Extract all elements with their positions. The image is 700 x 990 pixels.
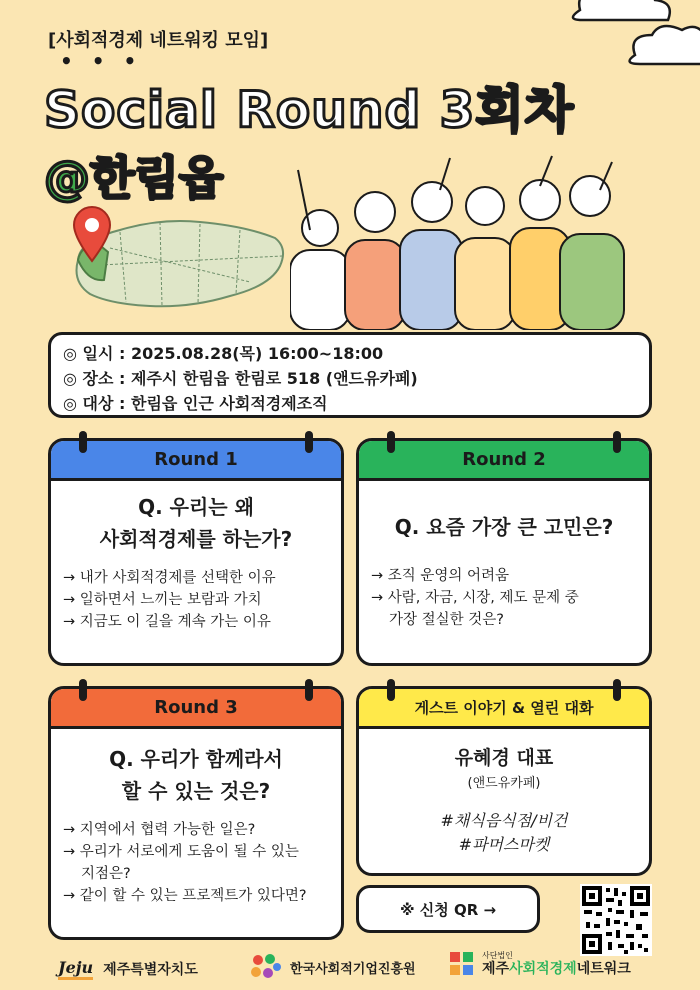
network-name-part: 네트워크 xyxy=(576,960,631,977)
round-1-question xyxy=(51,491,341,555)
list-item: → 우리가 서로에게 도움이 될 수 있는 xyxy=(63,844,299,860)
cloud-decoration xyxy=(560,0,700,140)
agency-logo-icon xyxy=(248,952,282,982)
info-date xyxy=(63,341,637,366)
page-title: Social Round 3회차 xyxy=(44,81,575,139)
round-1-card xyxy=(48,438,344,666)
guest-tag: #파머스마켓 xyxy=(458,835,550,854)
info-target xyxy=(63,391,637,416)
guest-info xyxy=(359,743,649,857)
round-2-question xyxy=(359,511,649,543)
guest-header: 게스트 이야기 & 열린 대화 xyxy=(359,689,649,729)
round-1-question-line2: 사회적경제를 하는가? xyxy=(99,527,293,551)
location-pin-icon xyxy=(70,205,114,263)
qr-code-icon[interactable] xyxy=(580,884,652,956)
agency-name: 한국사회적기업진흥원 xyxy=(290,961,416,977)
info-date-value: 2025.08.28(목) 16:00~18:00 xyxy=(130,344,384,363)
network-name-part: 제주 xyxy=(482,960,510,977)
round-2-card xyxy=(356,438,652,666)
list-item: → 사람, 자금, 시장, 제도 문제 중 xyxy=(371,590,579,606)
round-3-header: Round 3 xyxy=(51,689,341,729)
round-1-list xyxy=(51,567,341,633)
round-3-list xyxy=(51,819,341,907)
people-cheering-illustration xyxy=(290,150,630,330)
list-item: → 내가 사회적경제를 선택한 이유 xyxy=(63,570,276,586)
info-location-label: ◎ 장소 : xyxy=(63,369,131,388)
guest-card xyxy=(356,686,652,876)
round-1-header: Round 1 xyxy=(51,441,341,481)
round-3-card xyxy=(48,686,344,940)
decorative-dots: • • • xyxy=(60,49,143,73)
network-text xyxy=(482,951,631,978)
info-target-value-bold: 사회적경제조직 xyxy=(219,394,328,413)
list-item: 지점은? xyxy=(81,866,131,882)
apply-qr-button[interactable]: ※ 신청 QR → xyxy=(356,885,540,933)
round-3-question xyxy=(51,743,341,807)
info-date-label: ◎ 일시 : xyxy=(63,344,131,363)
round-2-header: Round 2 xyxy=(359,441,649,481)
list-item: → 같이 할 수 있는 프로젝트가 있다면? xyxy=(63,888,307,904)
network-logo-icon xyxy=(448,950,476,978)
list-item: → 지금도 이 길을 계속 가는 이유 xyxy=(63,614,271,630)
event-info-box xyxy=(48,332,652,418)
guest-tag: #채식음식점/비건 xyxy=(440,811,568,830)
guest-name: 유혜경 대표 xyxy=(454,747,554,769)
network-name-part: 사회적경제 xyxy=(509,960,577,977)
list-item: → 조직 운영의 어려움 xyxy=(371,568,510,584)
info-target-label: ◎ 대상 : xyxy=(63,394,131,413)
footer-network xyxy=(448,950,631,978)
list-item: 가장 절실한 것은? xyxy=(389,612,504,628)
round-2-question-line1: Q. 요즘 가장 큰 고민은? xyxy=(394,515,614,539)
footer-agency xyxy=(248,952,416,982)
info-target-value: 한림읍 인근 xyxy=(130,394,220,413)
list-item: → 지역에서 협력 가능한 일은? xyxy=(63,822,256,838)
list-item: → 일하면서 느끼는 보람과 가치 xyxy=(63,592,262,608)
network-prefix: 사단법인 xyxy=(482,950,513,960)
round-3-question-line2: 할 수 있는 것은? xyxy=(121,779,271,803)
round-1-question-line1: Q. 우리는 왜 xyxy=(138,495,254,519)
info-location xyxy=(63,366,637,391)
jeju-name: 제주특별자치도 xyxy=(103,962,198,978)
location-title: @한림읍 xyxy=(44,151,224,205)
round-2-list xyxy=(359,565,649,631)
jeju-logo: Jeju xyxy=(58,958,93,980)
round-3-question-line1: Q. 우리가 함께라서 xyxy=(109,747,283,771)
info-location-value: 제주시 한림읍 한림로 518 (앤드유카페) xyxy=(130,369,418,388)
footer-jeju xyxy=(58,958,198,980)
event-subtitle: [사회적경제 네트워킹 모임] xyxy=(48,30,269,51)
guest-org: (앤드유카페) xyxy=(467,776,541,791)
